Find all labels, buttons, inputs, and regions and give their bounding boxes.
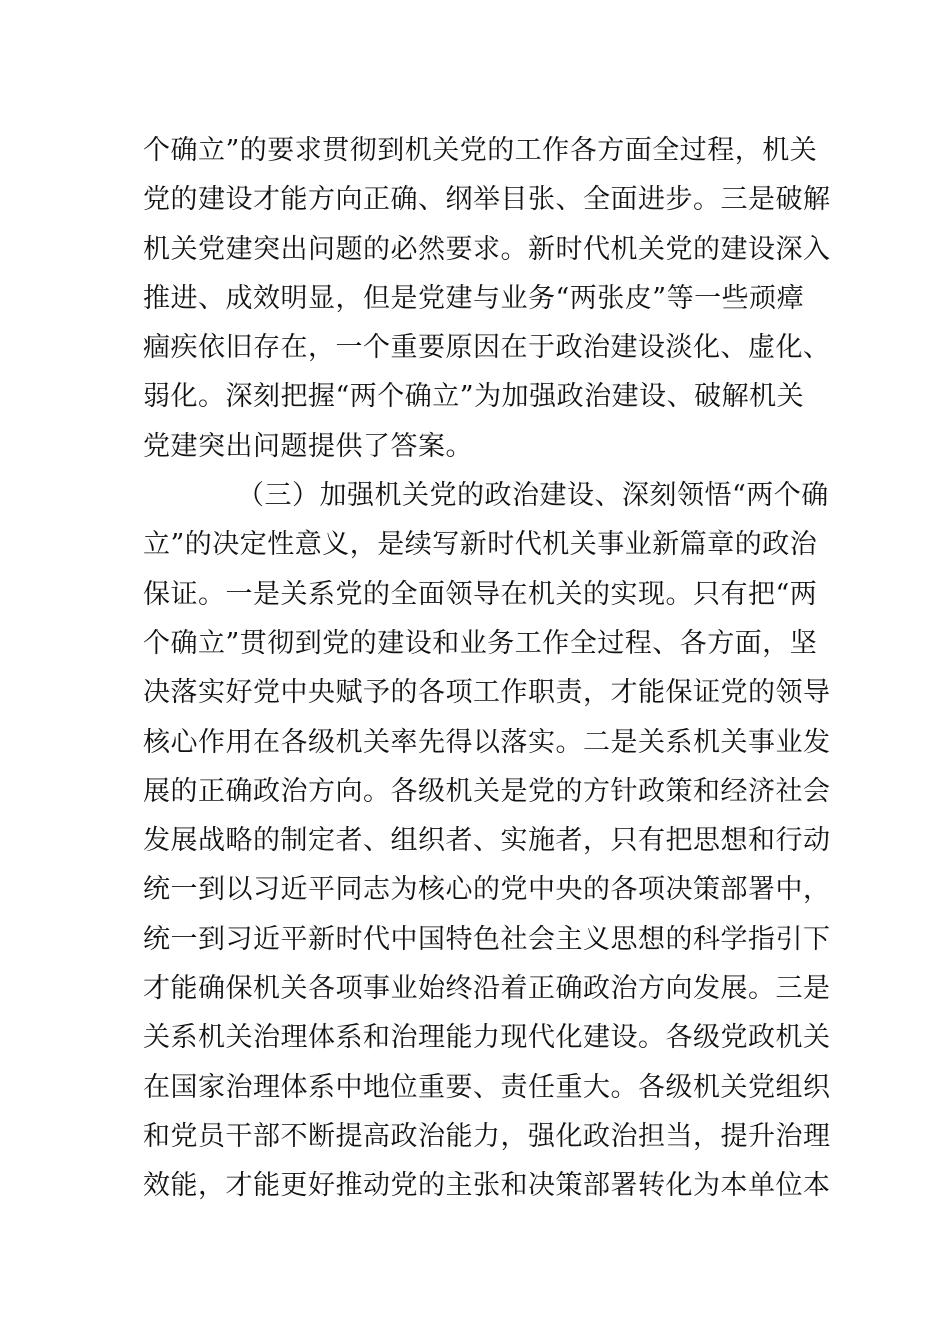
paragraph-1-line-5: 痼疾依旧存在，一个重要原因在于政治建设淡化、虚化、 [143, 332, 831, 364]
paragraph-2-line-15: 效能，才能更好推动党的主张和决策部署转化为本单位本 [143, 1170, 831, 1202]
paragraph-1-line-1: 个确立”的要求贯彻到机关党的工作各方面全过程，机关 [143, 135, 818, 166]
paragraph-2-line-14: 和党员干部不断提高政治能力，强化政治担当，提升治理 [143, 1120, 831, 1152]
paragraph-1 [143, 126, 831, 471]
paragraph-2-line-8: 发展战略的制定者、组织者、实施者，只有把思想和行动 [143, 825, 831, 857]
paragraph-2-line-2: 立”的决定性意义，是续写新时代机关事业新篇章的政治 [143, 529, 818, 561]
paragraph-2-line-4: 个确立”贯彻到党的建设和业务工作全过程、各方面，坚 [143, 627, 818, 659]
paragraph-2-line-6: 核心作用在各级机关率先得以落实。二是关系机关事业发 [143, 726, 831, 758]
paragraph-2-line-1: （三）加强机关党的政治建设、深刻领悟“两个确 [237, 480, 829, 512]
paragraph-1-line-3: 机关党建突出问题的必然要求。新时代机关党的建设深入 [143, 233, 831, 265]
paragraph-2-line-12: 关系机关治理体系和治理能力现代化建设。各级党政机关 [143, 1022, 831, 1054]
paragraph-2-line-13: 在国家治理体系中地位重要、责任重大。各级机关党组织 [143, 1071, 831, 1103]
paragraph-2-line-10: 统一到习近平新时代中国特色社会主义思想的科学指引下 [143, 923, 831, 955]
paragraph-2-line-11: 才能确保机关各项事业始终沿着正确政治方向发展。三是 [143, 973, 831, 1005]
paragraph-1-line-2: 党的建设才能方向正确、纲举目张、全面进步。三是破解 [143, 184, 831, 216]
paragraph-2-line-3: 保证。一是关系党的全面领导在机关的实现。只有把“两 [143, 578, 818, 610]
paragraph-2-line-7: 展的正确政治方向。各级机关是党的方针政策和经济社会 [143, 775, 831, 807]
paragraph-2-line-9: 统一到以习近平同志为核心的党中央的各项决策部署中， [143, 874, 831, 906]
document-body [143, 126, 831, 1211]
paragraph-1-line-6: 弱化。深刻把握“两个确立”为加强政治建设、破解机关 [143, 381, 805, 413]
paragraph-1-line-4: 推进、成效明显，但是党建与业务“两张皮”等一些顽瘴 [143, 282, 805, 314]
paragraph-2 [143, 471, 831, 1210]
paragraph-1-line-7: 党建突出问题提供了答案。 [143, 430, 473, 462]
paragraph-2-line-5: 决落实好党中央赋予的各项工作职责，才能保证党的领导 [143, 677, 831, 709]
